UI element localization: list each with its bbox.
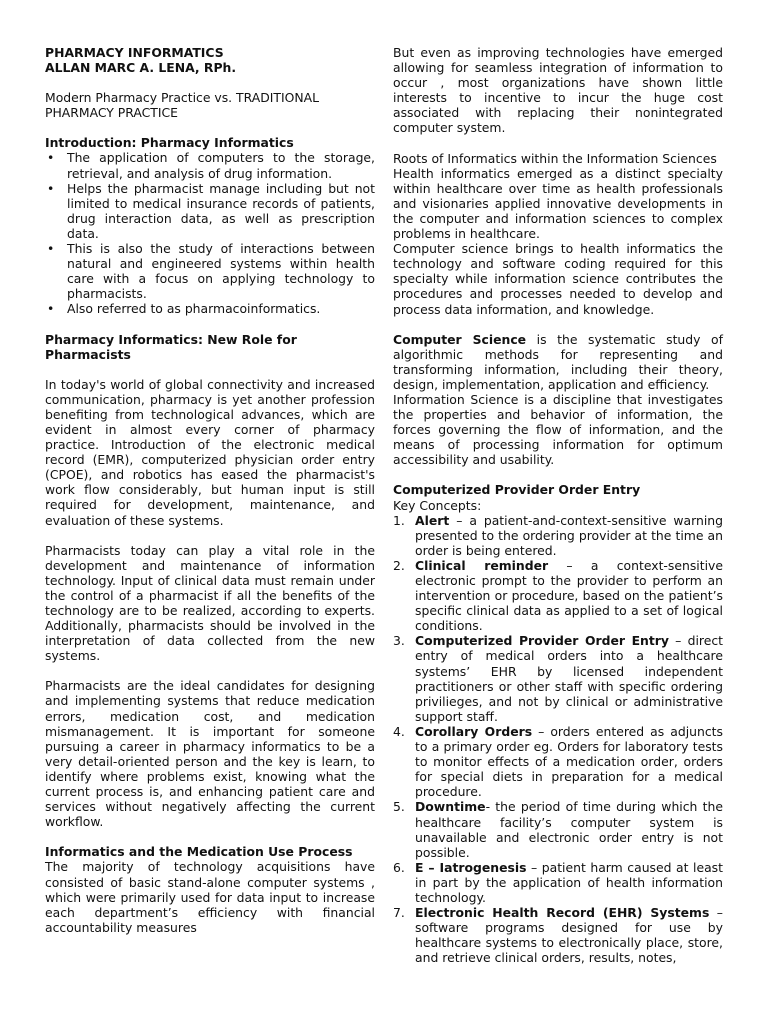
key-concepts-list <box>393 513 723 966</box>
list-item: • The application of computers to the storage, retrieval, and analysis of drug information. <box>45 150 375 180</box>
roots-paragraph: Computer science brings to health informatics the technology and software coding required for this specialty while information science contributes the procedures and processes needed to develop and process data information, and knowledge. <box>393 241 723 317</box>
left-column <box>45 45 375 935</box>
list-number: 3. <box>393 633 405 649</box>
med-use-paragraph: The majority of technology acquisitions have consisted of basic stand-alone computer systems , which were primarily used for data input to increase each department’s efficiency with financial accountability measures <box>45 859 375 935</box>
new-role-paragraph: Pharmacists today can play a vital role in the development and maintenance of information technology. Input of clinical data must remain under the control of a pharmacist if all the benefits of the technology are to be realized, according to experts. Additionally, pharmacists should be involved in the interpretation of data collected from the new systems. <box>45 542 375 664</box>
med-use-heading: Informatics and the Medication Use Process <box>45 844 353 860</box>
list-number: 4. <box>393 723 405 739</box>
list-item <box>393 513 723 558</box>
roots-paragraph: Health informatics emerged as a distinct specialty within healthcare over time as health professionals and visionaries applied innovative developments in the computer and information sciences to complex problems in healthcare. <box>393 165 723 242</box>
definition-term: E – Iatrogenesis <box>415 859 527 875</box>
definition-term: Corollary Orders <box>415 723 533 739</box>
list-number: 5. <box>393 799 405 815</box>
list-item <box>393 905 723 965</box>
list-item <box>393 633 723 724</box>
list-item <box>393 724 723 799</box>
new-role-paragraph: Pharmacists are the ideal candidates for designing and implementing systems that reduce medication errors, medication cost, and medication mismanagement. It is important for someone pursuing a career in pharmacy informatics to be a very detail-oriented person and the key is learn, to identify where problems exist, knowing what the current process is, and enhancing patient care and services without negatively affecting the current workflow. <box>45 678 375 830</box>
new-role-heading: Pharmacy Informatics: New Role for Pharmacists <box>45 331 297 362</box>
document-subtitle: Modern Pharmacy Practice vs. TRADITIONAL PHARMACY PRACTICE <box>45 90 320 121</box>
definition-text: is the systematic study of algorithmic methods for representing and transforming information, including their theory, design, implementation, application and efficiency. <box>393 331 724 392</box>
list-number: 2. <box>393 557 405 573</box>
list-number: 1. <box>393 512 405 528</box>
definition-term: Computerized Provider Order Entry <box>415 633 669 649</box>
definition-text: – orders entered as adjuncts to a primary order eg. Orders for laboratory tests to monitor effects of a medication order, orders for special diets in preparation for a medical procedure. <box>415 723 723 800</box>
information-science-definition: Information Science is a discipline that investigates the properties and behavior of information, the forces governing the flow of information, and the means of processing information for optimum accessibility and usability. <box>393 391 723 468</box>
definition-text: – software programs designed for use by healthcare systems to electronically place, store, and retrieve clinical orders, results, notes, <box>415 905 723 966</box>
definition-text: – direct entry of medical orders into a healthcare systems’ EHR by licensed independent practitioners or other staff with specific ordering privilieges, and not by clinical or administrative support staff. <box>415 633 724 724</box>
definition-text: – patient harm caused at least in part by the application of health information technology. <box>415 859 723 905</box>
list-item: • This is also the study of interactions between natural and engineered systems within health care with a focus on applying technology to pharmacists. <box>45 241 375 301</box>
definition-term: Clinical reminder <box>415 557 549 573</box>
continuation-paragraph: But even as improving technologies have emerged allowing for seamless integration of information to occur , most organizations have shown little interests to incentive to incur the huge cost associated with replacing their nonintegrated computer system. <box>393 45 723 136</box>
key-concepts-label: Key Concepts: <box>393 497 482 513</box>
roots-title: Roots of Informatics within the Information Sciences <box>393 150 717 166</box>
definition-term: Electronic Health Record (EHR) Systems <box>415 905 710 921</box>
definition-text: - the period of time during which the healthcare facility’s computer system is unavailable and electronic order entry is not possible. <box>415 799 723 860</box>
definition-text: – a patient-and-context-sensitive warning presented to the ordering provider at the time an order is being entered. <box>415 512 723 558</box>
cpoe-heading: Computerized Provider Order Entry <box>393 482 641 498</box>
list-item: • Also referred to as pharmacoinformatics. <box>45 301 375 316</box>
definition-text: – a context-sensitive electronic prompt to the provider to perform an intervention or procedure, based on the patient’s specific clinical data as applied to a set of logical conditions. <box>415 557 723 634</box>
definition-term: Downtime <box>415 799 486 815</box>
computer-science-definition <box>393 332 723 392</box>
right-column <box>393 45 723 965</box>
new-role-paragraph: In today's world of global connectivity and increased communication, pharmacy is yet another profession benefiting from technological advances, which are evident in almost every corner of pharmacy practice. Introduction of the electronic medical record (EMR), computerized physician order entry (CPOE), and robotics has eased the pharmacist's work flow considerably, but human input is still required for development, maintenance, and evaluation of these systems. <box>45 376 375 528</box>
list-number: 7. <box>393 905 405 921</box>
list-item <box>393 860 723 905</box>
intro-bullet-list <box>45 150 375 316</box>
list-item <box>393 799 723 859</box>
list-item: • Helps the pharmacist manage including but not limited to medical insurance records of patients, drug interaction data, as well as prescription data. <box>45 181 375 241</box>
intro-heading: Introduction: Pharmacy Informatics <box>45 135 294 151</box>
list-number: 6. <box>393 859 405 875</box>
definition-term: Alert <box>415 512 450 528</box>
definition-term: Computer Science <box>393 331 527 347</box>
document-title: PHARMACY INFORMATICS <box>45 45 224 60</box>
list-item <box>393 558 723 633</box>
document-author: ALLAN MARC A. LENA, RPh. <box>45 60 237 76</box>
